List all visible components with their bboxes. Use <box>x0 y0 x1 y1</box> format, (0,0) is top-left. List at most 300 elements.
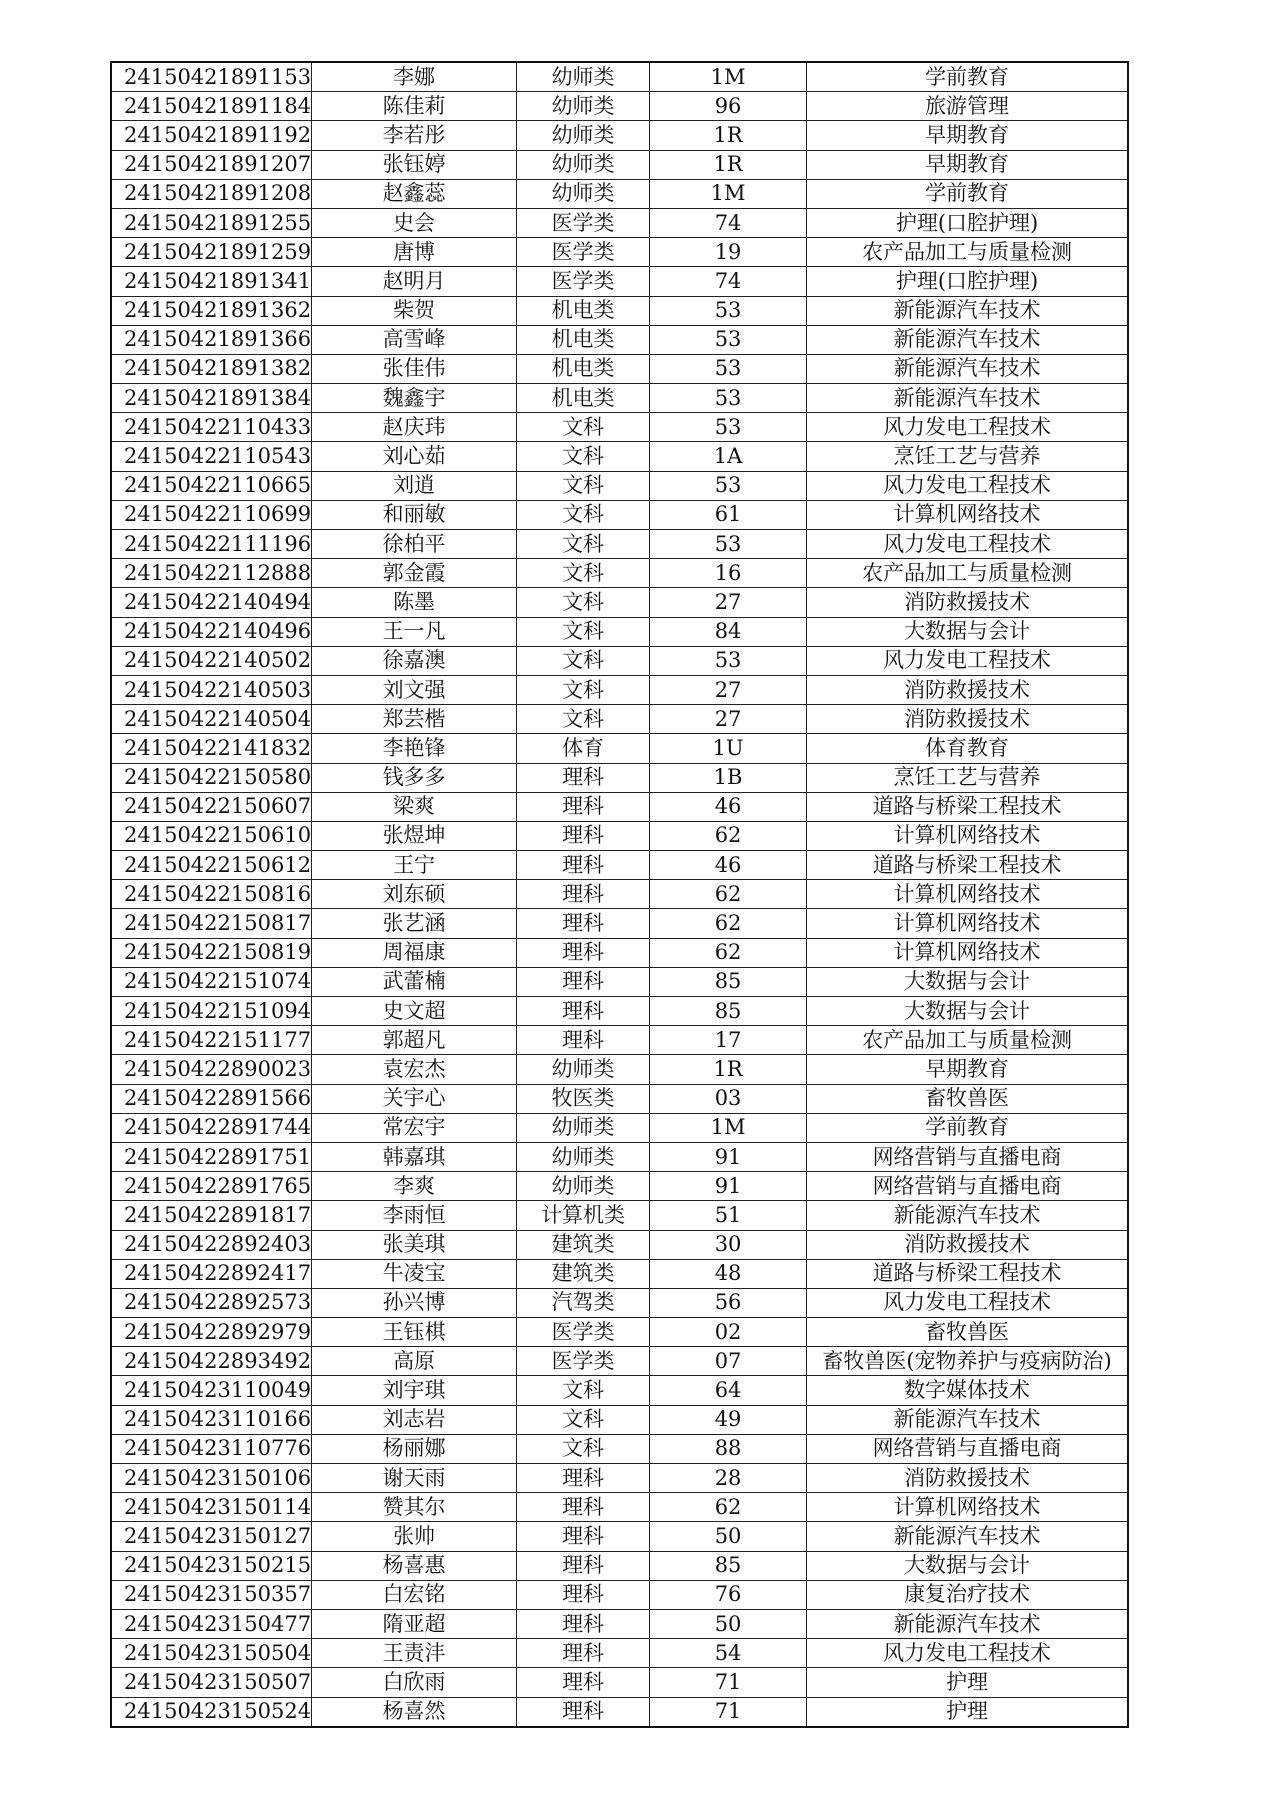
student-name-cell: 杨丽娜 <box>312 1434 517 1463</box>
major-cell: 烹饪工艺与营养 <box>807 763 1129 792</box>
major-cell: 畜牧兽医 <box>807 1318 1129 1347</box>
exam-number-cell: 24150422140504 <box>111 705 312 734</box>
major-cell: 新能源汽车技术 <box>807 1405 1129 1434</box>
exam-number-cell: 24150422140494 <box>111 588 312 617</box>
major-cell: 数字媒体技术 <box>807 1376 1129 1405</box>
student-name-cell: 袁宏杰 <box>312 1055 517 1084</box>
code-cell: 85 <box>650 997 807 1026</box>
category-cell: 文科 <box>517 646 650 675</box>
code-cell: 30 <box>650 1230 807 1259</box>
category-cell: 理科 <box>517 1639 650 1668</box>
category-cell: 机电类 <box>517 296 650 325</box>
table-row <box>111 1522 1128 1551</box>
exam-number-cell: 24150421891384 <box>111 384 312 413</box>
table-row <box>111 1113 1128 1142</box>
category-cell: 文科 <box>517 500 650 529</box>
major-cell: 新能源汽车技术 <box>807 1522 1129 1551</box>
category-cell: 医学类 <box>517 238 650 267</box>
code-cell: 27 <box>650 705 807 734</box>
major-cell: 计算机网络技术 <box>807 500 1129 529</box>
category-cell: 理科 <box>517 1522 650 1551</box>
code-cell: 91 <box>650 1142 807 1171</box>
exam-number-cell: 24150422891817 <box>111 1201 312 1230</box>
major-cell: 农产品加工与质量检测 <box>807 1026 1129 1055</box>
table-row <box>111 880 1128 909</box>
code-cell: 71 <box>650 1697 807 1727</box>
exam-number-cell: 24150423150504 <box>111 1639 312 1668</box>
student-name-cell: 赵庆玮 <box>312 413 517 442</box>
category-cell: 幼师类 <box>517 1142 650 1171</box>
category-cell: 文科 <box>517 675 650 704</box>
student-name-cell: 杨喜然 <box>312 1697 517 1727</box>
major-cell: 新能源汽车技术 <box>807 296 1129 325</box>
exam-number-cell: 24150422110665 <box>111 471 312 500</box>
exam-number-cell: 24150422150816 <box>111 880 312 909</box>
major-cell: 网络营销与直播电商 <box>807 1172 1129 1201</box>
student-name-cell: 史会 <box>312 208 517 237</box>
exam-number-cell: 24150422151177 <box>111 1026 312 1055</box>
code-cell: 27 <box>650 588 807 617</box>
exam-number-cell: 24150422150612 <box>111 851 312 880</box>
code-cell: 46 <box>650 851 807 880</box>
category-cell: 医学类 <box>517 1347 650 1376</box>
code-cell: 71 <box>650 1668 807 1697</box>
table-row <box>111 559 1128 588</box>
exam-number-cell: 24150422893492 <box>111 1347 312 1376</box>
exam-number-cell: 24150423110776 <box>111 1434 312 1463</box>
table-body <box>111 62 1128 1727</box>
category-cell: 医学类 <box>517 208 650 237</box>
code-cell: 53 <box>650 413 807 442</box>
major-cell: 计算机网络技术 <box>807 938 1129 967</box>
exam-number-cell: 24150422151074 <box>111 967 312 996</box>
category-cell: 理科 <box>517 1464 650 1493</box>
category-cell: 理科 <box>517 909 650 938</box>
table-row <box>111 1230 1128 1259</box>
table-row <box>111 442 1128 471</box>
table-row <box>111 413 1128 442</box>
code-cell: 1R <box>650 1055 807 1084</box>
code-cell: 07 <box>650 1347 807 1376</box>
exam-number-cell: 24150422892403 <box>111 1230 312 1259</box>
exam-number-cell: 24150421891366 <box>111 325 312 354</box>
code-cell: 53 <box>650 354 807 383</box>
exam-number-cell: 24150421891255 <box>111 208 312 237</box>
major-cell: 畜牧兽医 <box>807 1084 1129 1113</box>
category-cell: 文科 <box>517 588 650 617</box>
student-name-cell: 陈墨 <box>312 588 517 617</box>
code-cell: 91 <box>650 1172 807 1201</box>
category-cell: 文科 <box>517 442 650 471</box>
category-cell: 机电类 <box>517 354 650 383</box>
student-name-cell: 郭超凡 <box>312 1026 517 1055</box>
table-row <box>111 1639 1128 1668</box>
student-name-cell: 王宁 <box>312 851 517 880</box>
student-name-cell: 赵明月 <box>312 267 517 296</box>
code-cell: 16 <box>650 559 807 588</box>
student-name-cell: 周福康 <box>312 938 517 967</box>
code-cell: 53 <box>650 646 807 675</box>
exam-number-cell: 24150423150357 <box>111 1580 312 1609</box>
table-row <box>111 471 1128 500</box>
major-cell: 计算机网络技术 <box>807 821 1129 850</box>
category-cell: 幼师类 <box>517 1055 650 1084</box>
major-cell: 计算机网络技术 <box>807 880 1129 909</box>
code-cell: 53 <box>650 325 807 354</box>
major-cell: 网络营销与直播电商 <box>807 1142 1129 1171</box>
major-cell: 大数据与会计 <box>807 967 1129 996</box>
exam-number-cell: 24150421891184 <box>111 92 312 121</box>
major-cell: 畜牧兽医(宠物养护与疫病防治) <box>807 1347 1129 1376</box>
table-row <box>111 150 1128 179</box>
code-cell: 02 <box>650 1318 807 1347</box>
code-cell: 61 <box>650 500 807 529</box>
table-row <box>111 62 1128 92</box>
table-row <box>111 1347 1128 1376</box>
code-cell: 1U <box>650 734 807 763</box>
table-row <box>111 238 1128 267</box>
student-name-cell: 韩嘉琪 <box>312 1142 517 1171</box>
student-name-cell: 王钰棋 <box>312 1318 517 1347</box>
student-name-cell: 张帅 <box>312 1522 517 1551</box>
table-row <box>111 1376 1128 1405</box>
student-name-cell: 赵鑫蕊 <box>312 179 517 208</box>
major-cell: 消防救援技术 <box>807 675 1129 704</box>
exam-number-cell: 24150422140502 <box>111 646 312 675</box>
student-name-cell: 白欣雨 <box>312 1668 517 1697</box>
category-cell: 文科 <box>517 617 650 646</box>
exam-number-cell: 24150422891566 <box>111 1084 312 1113</box>
table-row <box>111 208 1128 237</box>
code-cell: 62 <box>650 938 807 967</box>
student-name-cell: 史文超 <box>312 997 517 1026</box>
student-name-cell: 高原 <box>312 1347 517 1376</box>
table-row <box>111 1055 1128 1084</box>
exam-number-cell: 24150423110049 <box>111 1376 312 1405</box>
table-row <box>111 296 1128 325</box>
exam-number-cell: 24150423150507 <box>111 1668 312 1697</box>
code-cell: 62 <box>650 821 807 850</box>
category-cell: 理科 <box>517 967 650 996</box>
table-row <box>111 1697 1128 1727</box>
exam-number-cell: 24150421891207 <box>111 150 312 179</box>
exam-number-cell: 24150421891208 <box>111 179 312 208</box>
exam-number-cell: 24150422892573 <box>111 1288 312 1317</box>
code-cell: 03 <box>650 1084 807 1113</box>
table-row <box>111 909 1128 938</box>
code-cell: 19 <box>650 238 807 267</box>
student-name-cell: 白宏铭 <box>312 1580 517 1609</box>
major-cell: 学前教育 <box>807 62 1129 92</box>
student-name-cell: 刘心茹 <box>312 442 517 471</box>
category-cell: 文科 <box>517 1434 650 1463</box>
category-cell: 汽驾类 <box>517 1288 650 1317</box>
table-row <box>111 646 1128 675</box>
table-row <box>111 1201 1128 1230</box>
major-cell: 护理 <box>807 1697 1129 1727</box>
category-cell: 幼师类 <box>517 150 650 179</box>
code-cell: 54 <box>650 1639 807 1668</box>
student-name-cell: 陈佳莉 <box>312 92 517 121</box>
exam-number-cell: 24150422150817 <box>111 909 312 938</box>
category-cell: 幼师类 <box>517 62 650 92</box>
category-cell: 理科 <box>517 997 650 1026</box>
student-name-cell: 李娜 <box>312 62 517 92</box>
code-cell: 1M <box>650 179 807 208</box>
table-row <box>111 267 1128 296</box>
major-cell: 农产品加工与质量检测 <box>807 559 1129 588</box>
exam-number-cell: 24150421891259 <box>111 238 312 267</box>
table-row <box>111 530 1128 559</box>
major-cell: 风力发电工程技术 <box>807 646 1129 675</box>
code-cell: 74 <box>650 208 807 237</box>
table-row <box>111 1434 1128 1463</box>
table-row <box>111 1668 1128 1697</box>
student-name-cell: 郑芸楷 <box>312 705 517 734</box>
exam-number-cell: 24150423150127 <box>111 1522 312 1551</box>
category-cell: 理科 <box>517 1668 650 1697</box>
category-cell: 幼师类 <box>517 179 650 208</box>
category-cell: 建筑类 <box>517 1230 650 1259</box>
student-name-cell: 牛凌宝 <box>312 1259 517 1288</box>
code-cell: 85 <box>650 967 807 996</box>
category-cell: 文科 <box>517 559 650 588</box>
major-cell: 道路与桥梁工程技术 <box>807 1259 1129 1288</box>
student-name-cell: 柴贺 <box>312 296 517 325</box>
exam-number-cell: 24150422141832 <box>111 734 312 763</box>
category-cell: 理科 <box>517 1580 650 1609</box>
category-cell: 文科 <box>517 413 650 442</box>
major-cell: 消防救援技术 <box>807 705 1129 734</box>
student-name-cell: 李若彤 <box>312 121 517 150</box>
student-name-cell: 郭金霞 <box>312 559 517 588</box>
exam-number-cell: 24150422151094 <box>111 997 312 1026</box>
code-cell: 28 <box>650 1464 807 1493</box>
major-cell: 计算机网络技术 <box>807 1493 1129 1522</box>
category-cell: 牧医类 <box>517 1084 650 1113</box>
major-cell: 新能源汽车技术 <box>807 1201 1129 1230</box>
category-cell: 幼师类 <box>517 121 650 150</box>
major-cell: 学前教育 <box>807 179 1129 208</box>
student-name-cell: 谢天雨 <box>312 1464 517 1493</box>
major-cell: 消防救援技术 <box>807 1230 1129 1259</box>
major-cell: 风力发电工程技术 <box>807 413 1129 442</box>
code-cell: 62 <box>650 1493 807 1522</box>
table-row <box>111 384 1128 413</box>
student-name-cell: 王责沣 <box>312 1639 517 1668</box>
student-name-cell: 张艺涵 <box>312 909 517 938</box>
student-name-cell: 钱多多 <box>312 763 517 792</box>
code-cell: 53 <box>650 296 807 325</box>
code-cell: 85 <box>650 1551 807 1580</box>
student-name-cell: 孙兴博 <box>312 1288 517 1317</box>
category-cell: 医学类 <box>517 267 650 296</box>
table-row <box>111 1026 1128 1055</box>
major-cell: 康复治疗技术 <box>807 1580 1129 1609</box>
exam-number-cell: 24150423150215 <box>111 1551 312 1580</box>
student-name-cell: 唐博 <box>312 238 517 267</box>
code-cell: 1A <box>650 442 807 471</box>
major-cell: 道路与桥梁工程技术 <box>807 792 1129 821</box>
major-cell: 消防救援技术 <box>807 588 1129 617</box>
category-cell: 体育 <box>517 734 650 763</box>
code-cell: 51 <box>650 1201 807 1230</box>
student-name-cell: 张美琪 <box>312 1230 517 1259</box>
category-cell: 幼师类 <box>517 1113 650 1142</box>
major-cell: 大数据与会计 <box>807 1551 1129 1580</box>
category-cell: 理科 <box>517 763 650 792</box>
exam-number-cell: 24150422110699 <box>111 500 312 529</box>
exam-number-cell: 24150422891765 <box>111 1172 312 1201</box>
major-cell: 护理(口腔护理) <box>807 208 1129 237</box>
exam-number-cell: 24150422150610 <box>111 821 312 850</box>
code-cell: 1R <box>650 121 807 150</box>
exam-number-cell: 24150422150580 <box>111 763 312 792</box>
major-cell: 大数据与会计 <box>807 617 1129 646</box>
exam-number-cell: 24150422112888 <box>111 559 312 588</box>
major-cell: 网络营销与直播电商 <box>807 1434 1129 1463</box>
category-cell: 文科 <box>517 705 650 734</box>
exam-number-cell: 24150423150477 <box>111 1609 312 1638</box>
table-row <box>111 675 1128 704</box>
major-cell: 风力发电工程技术 <box>807 530 1129 559</box>
table-row <box>111 1142 1128 1171</box>
category-cell: 医学类 <box>517 1318 650 1347</box>
category-cell: 理科 <box>517 1493 650 1522</box>
student-name-cell: 梁爽 <box>312 792 517 821</box>
code-cell: 56 <box>650 1288 807 1317</box>
table-row <box>111 851 1128 880</box>
major-cell: 护理(口腔护理) <box>807 267 1129 296</box>
code-cell: 76 <box>650 1580 807 1609</box>
category-cell: 建筑类 <box>517 1259 650 1288</box>
student-name-cell: 刘宇琪 <box>312 1376 517 1405</box>
exam-number-cell: 24150421891153 <box>111 62 312 92</box>
major-cell: 新能源汽车技术 <box>807 384 1129 413</box>
major-cell: 新能源汽车技术 <box>807 325 1129 354</box>
table-row <box>111 1318 1128 1347</box>
table-row <box>111 1172 1128 1201</box>
code-cell: 88 <box>650 1434 807 1463</box>
student-name-cell: 刘逍 <box>312 471 517 500</box>
exam-number-cell: 24150422891751 <box>111 1142 312 1171</box>
exam-number-cell: 24150423150106 <box>111 1464 312 1493</box>
category-cell: 幼师类 <box>517 92 650 121</box>
exam-number-cell: 24150422891744 <box>111 1113 312 1142</box>
student-name-cell: 李雨恒 <box>312 1201 517 1230</box>
category-cell: 机电类 <box>517 384 650 413</box>
table-row <box>111 938 1128 967</box>
exam-number-cell: 24150422140496 <box>111 617 312 646</box>
exam-number-cell: 24150423150524 <box>111 1697 312 1727</box>
code-cell: 53 <box>650 384 807 413</box>
category-cell: 理科 <box>517 1026 650 1055</box>
exam-number-cell: 24150422890023 <box>111 1055 312 1084</box>
category-cell: 理科 <box>517 851 650 880</box>
table-row <box>111 1288 1128 1317</box>
major-cell: 风力发电工程技术 <box>807 471 1129 500</box>
major-cell: 早期教育 <box>807 1055 1129 1084</box>
student-name-cell: 常宏宇 <box>312 1113 517 1142</box>
student-name-cell: 张钰婷 <box>312 150 517 179</box>
code-cell: 50 <box>650 1522 807 1551</box>
code-cell: 1B <box>650 763 807 792</box>
exam-number-cell: 24150422110543 <box>111 442 312 471</box>
student-name-cell: 隋亚超 <box>312 1609 517 1638</box>
major-cell: 体育教育 <box>807 734 1129 763</box>
exam-number-cell: 24150422892417 <box>111 1259 312 1288</box>
exam-number-cell: 24150421891362 <box>111 296 312 325</box>
table-row <box>111 705 1128 734</box>
category-cell: 理科 <box>517 938 650 967</box>
table-row <box>111 121 1128 150</box>
table-row <box>111 763 1128 792</box>
table-row <box>111 1609 1128 1638</box>
major-cell: 风力发电工程技术 <box>807 1288 1129 1317</box>
major-cell: 新能源汽车技术 <box>807 1609 1129 1638</box>
student-name-cell: 刘东硕 <box>312 880 517 909</box>
table-row <box>111 1464 1128 1493</box>
student-name-cell: 徐嘉澳 <box>312 646 517 675</box>
exam-number-cell: 24150423110166 <box>111 1405 312 1434</box>
table-row <box>111 617 1128 646</box>
major-cell: 农产品加工与质量检测 <box>807 238 1129 267</box>
exam-number-cell: 24150422110433 <box>111 413 312 442</box>
category-cell: 理科 <box>517 1551 650 1580</box>
student-name-cell: 武蕾楠 <box>312 967 517 996</box>
category-cell: 理科 <box>517 1697 650 1727</box>
major-cell: 道路与桥梁工程技术 <box>807 851 1129 880</box>
code-cell: 64 <box>650 1376 807 1405</box>
table-row <box>111 967 1128 996</box>
table-row <box>111 734 1128 763</box>
exam-number-cell: 24150422111196 <box>111 530 312 559</box>
table-row <box>111 1493 1128 1522</box>
major-cell: 消防救援技术 <box>807 1464 1129 1493</box>
code-cell: 96 <box>650 92 807 121</box>
table-row <box>111 1580 1128 1609</box>
category-cell: 理科 <box>517 821 650 850</box>
student-name-cell: 刘文强 <box>312 675 517 704</box>
exam-number-cell: 24150423150114 <box>111 1493 312 1522</box>
code-cell: 1M <box>650 62 807 92</box>
student-name-cell: 杨喜惠 <box>312 1551 517 1580</box>
table-row <box>111 1259 1128 1288</box>
code-cell: 17 <box>650 1026 807 1055</box>
exam-number-cell: 24150422150607 <box>111 792 312 821</box>
category-cell: 文科 <box>517 1405 650 1434</box>
major-cell: 新能源汽车技术 <box>807 354 1129 383</box>
table-row <box>111 1084 1128 1113</box>
category-cell: 理科 <box>517 792 650 821</box>
student-name-cell: 魏鑫宇 <box>312 384 517 413</box>
major-cell: 护理 <box>807 1668 1129 1697</box>
table-row <box>111 179 1128 208</box>
category-cell: 理科 <box>517 1609 650 1638</box>
category-cell: 理科 <box>517 880 650 909</box>
major-cell: 计算机网络技术 <box>807 909 1129 938</box>
student-name-cell: 刘志岩 <box>312 1405 517 1434</box>
student-name-cell: 徐柏平 <box>312 530 517 559</box>
exam-number-cell: 24150421891341 <box>111 267 312 296</box>
category-cell: 文科 <box>517 530 650 559</box>
code-cell: 74 <box>650 267 807 296</box>
category-cell: 文科 <box>517 1376 650 1405</box>
exam-number-cell: 24150422150819 <box>111 938 312 967</box>
code-cell: 49 <box>650 1405 807 1434</box>
code-cell: 1M <box>650 1113 807 1142</box>
table-row <box>111 1405 1128 1434</box>
